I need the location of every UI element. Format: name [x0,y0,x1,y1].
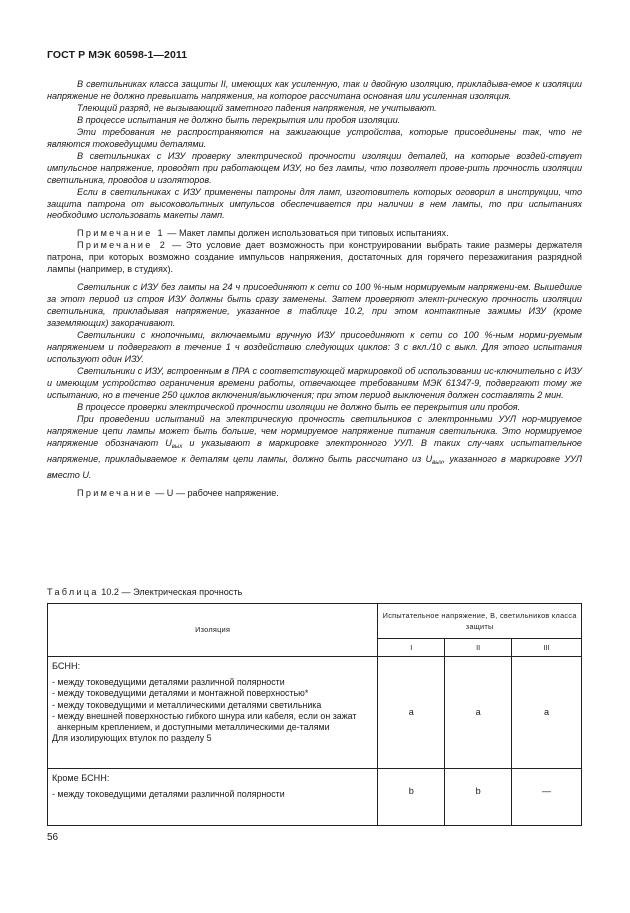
header-class-iii: III [512,639,582,657]
group-cell-non-bsnn [48,769,378,826]
note-text: — U — рабочее напряжение. [152,487,279,498]
paragraph: Эти требования не распространяются на зажигающие устройства, которые присоединены так, что не являются токоведущими деталями. [47,126,582,149]
text-run: При проведении испытаний на электрическую прочность светильников с электронными УУЛ нор-мируемое напряжение цепи лампы может быть больше, чем нормируемое напряжение питания светильника. Это нормируемое напряжение обозначают U [47,413,582,448]
paragraph: Светильник с ИЗУ без лампы на 24 ч присоединяют к сети со 100 %-ным нормируемым напряжени-ем. Вышедшие за этот период из строя ИЗУ должны быть сразу заменены. Затем проверяют элект-рическую прочность изоляции светильника, прикладывая напряжение, указанное в таблице 10.2, при этом контактные зажимы ИЗУ (кроме заземляющих) закорачивают. [47,282,582,329]
value-cell: — [512,769,582,826]
group-title: Кроме БСНН: [52,773,110,783]
paragraph: В светильниках с ИЗУ проверку электрической прочности изоляции деталей, на которые воздей-ствует импульсное напряжение, проводят при работающем ИЗУ, но без лампы, что позволяет прове-рить прочность изоляции светильника, проводов и изоляторов. [47,150,582,185]
paragraph: Светильники с ИЗУ, встроенным в ПРА с соответствующей маркировкой об использовании ис-ключительно с ИЗУ и имеющим устройство ограничения времени работы, отвечающее требованиям МЭК 61347-9, подвергают тому же испытанию, но в течение 250 циклов включения/выключения; при этом период выключения должен составлять 2 мин. [47,365,582,400]
subscript: вых [432,459,443,466]
table-caption-label: Таблица [47,587,99,597]
header-class-i: I [378,639,445,657]
header-insulation: Изоляция [48,604,378,657]
note-label: Примечание 2 [77,240,168,251]
table-inner-rule [444,790,445,816]
subscript: вых [171,443,183,450]
group-item: - между токоведущими деталями различной полярности [52,677,285,688]
group-item: - между токоведущими деталями и монтажной поверхностью* [52,688,309,699]
body-text [47,79,582,499]
group-cell-bsnn [48,657,378,769]
table-row [48,657,582,769]
group-item: - между внешней поверхностью гибкого шнура или кабеля, если он зажат анкерным креплением, и доступными металлическими де-талями [52,710,357,733]
header-class-ii: II [445,639,512,657]
header-test-voltage: Испытательное напряжение, В, светильников класса защиты [378,604,582,639]
group-item: Для изолирующих втулок по разделу 5 [52,733,212,744]
group-item: - между токоведущими и металлическими деталями светильника [52,699,322,710]
paragraph: В процессе проверки электрической прочности изоляции не должно быть ее перекрытия или пробоя. [77,401,521,412]
paragraph: В светильниках класса защиты II, имеющих как усиленную, так и двойную изоляцию, прикладыва-емое к изоляции напряжение не должно превышать напряжения, на которое рассчитана основная или усиленная изоляция. [47,79,582,101]
dielectric-strength-table [47,603,582,826]
value-cell: a [512,657,582,769]
note-1 [47,228,582,240]
table-caption-text: 10.2 — Электрическая прочность [98,587,243,597]
note-2 [47,240,582,276]
page-number: 56 [47,832,59,843]
paragraph: Тлеющий разряд, не вызывающий заметного падения напряжения, не учитывают. [77,102,437,113]
note-label: Примечание 1 [77,228,165,239]
group-item: - между токоведущими деталями различной полярности [52,789,285,800]
note-text: — Это условие дает возможность при конструировании выбрать такие размеры держателя патрона, при которых возможно создание импульсов напряжения, достаточных для горячего перезажигания разрядной лампы (например, в студиях). [47,240,582,275]
paragraph: Если в светильниках с ИЗУ применены патроны для ламп, изготовитель которых оговорил в инструкции, что защита патрона от высоковольтных импульсов обеспечивается при наличии в нем лампы, то при испытаниях необходимо использовать макеты ламп. [47,186,582,221]
table-row [48,769,582,826]
paragraph: Светильники с кнопочными, включаемыми вручную ИЗУ присоединяют к сети со 100 %-ным норми-руемым напряжением и подвергают в течение 1 ч воздействию следующих циклов: 3 с вкл./10 с выкл. Для этого испытания используют один ИЗУ. [47,330,582,364]
text-run: , указанного в маркировке УУЛ вместо U. [47,453,582,480]
value-cell: b [378,769,445,826]
paragraph-uul [47,414,582,482]
table-caption [47,587,242,597]
group-title: БСНН: [52,661,81,671]
document-header: ГОСТ Р МЭК 60598-1—2011 [47,49,188,61]
paragraph: В процессе испытания не должно быть перекрытия или пробоя изоляции. [77,114,401,125]
note-u [47,488,582,500]
value-cell: a [445,657,512,769]
note-label: Примечание [77,487,153,498]
note-text: — Макет лампы должен использоваться при типовых испытаниях. [164,228,449,239]
value-cell: b [445,769,512,826]
value-cell: a [378,657,445,769]
text-run: и указывают в маркировке электронного УУЛ. В таких слу-чаях испытательное напряжение, прикладываемое к деталям цепи лампы, должно быть рассчитано из U [47,437,582,464]
